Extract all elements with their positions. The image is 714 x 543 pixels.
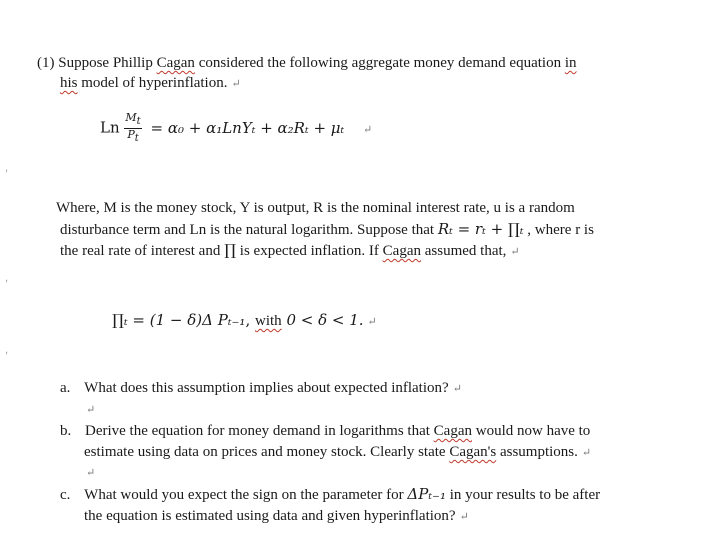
sub-question-text: in your results to be after xyxy=(445,487,601,503)
frac-denominator: P xyxy=(127,128,135,142)
equation-comma: , xyxy=(245,311,255,329)
sub-question-label: b. xyxy=(60,423,72,439)
ln-operator: Ln xyxy=(100,118,120,137)
paragraph-text: is expected inflation. If xyxy=(236,243,383,259)
frac-numerator-sub: t xyxy=(136,116,141,128)
equation-rhs: = α₀ + α₁LnYₜ + α₂Rₜ + μₜ xyxy=(150,118,345,137)
paragraph-mark-icon: ↵ xyxy=(452,383,462,395)
equation-lhs: ∏ₜ = (1 − δ)Δ Pₜ₋₁ xyxy=(112,311,246,329)
paragraph-mark-icon: ↵ xyxy=(581,447,592,459)
author-name: Cagan xyxy=(433,423,472,439)
paragraph-mark-icon: ↵ xyxy=(363,122,373,136)
author-name: Cagan xyxy=(382,243,421,259)
price-change-symbol: ΔPₜ₋₁ xyxy=(407,485,446,503)
paragraph-text: assumed that, xyxy=(421,243,507,259)
paragraph-text: disturbance term and Ln is the natural logarithm. Suppose that xyxy=(60,222,438,238)
margin-mark: , xyxy=(5,344,9,356)
margin-mark: , xyxy=(5,272,9,284)
money-price-fraction xyxy=(124,112,141,145)
question-text: considered the following aggregate money demand equation xyxy=(194,55,565,71)
sub-question-text: What would you expect the sign on the parameter for xyxy=(84,487,408,503)
money-demand-equation xyxy=(100,112,372,145)
paragraph-text: , where r is xyxy=(523,222,594,238)
margin-mark: , xyxy=(5,162,9,174)
where-line-2 xyxy=(60,220,594,239)
with-word: with xyxy=(255,313,282,329)
sub-question-b-line-2 xyxy=(84,444,591,461)
where-line-1: Where, M is the money stock, Y is output, R is the nominal interest rate, u is a random xyxy=(56,200,575,216)
sub-question-text: Derive the equation for money demand in logarithms that xyxy=(85,423,434,439)
sub-question-text: would now have to xyxy=(471,423,591,439)
paragraph-mark-icon: ↵ xyxy=(459,511,469,523)
sub-question-label: c. xyxy=(60,487,71,503)
paragraph-mark-icon: ↵ xyxy=(231,78,241,90)
question-text: his xyxy=(60,75,78,91)
sub-question-text: estimate using data on prices and money stock. Clearly state xyxy=(84,444,450,460)
question-text: in xyxy=(564,55,577,71)
paragraph-mark-icon: ↵ xyxy=(367,315,377,328)
paragraph-mark-icon: ↵ xyxy=(510,246,520,258)
frac-numerator: M xyxy=(125,111,137,124)
question-number: (1) xyxy=(37,55,55,71)
sub-question-c-line-2 xyxy=(84,508,469,525)
question-line-1 xyxy=(37,55,577,72)
expected-inflation-equation xyxy=(112,311,377,330)
author-name: Cagan's xyxy=(449,444,497,460)
paragraph-mark-icon: ↵ xyxy=(86,467,96,479)
sub-question-a xyxy=(60,380,462,397)
sub-question-text: assumptions. xyxy=(496,444,578,460)
delta-condition: 0 < δ < 1. xyxy=(281,311,364,329)
frac-denominator-sub: t xyxy=(134,133,139,145)
where-line-3 xyxy=(60,241,520,260)
expected-inflation-symbol: ∏ xyxy=(224,241,237,259)
sub-question-label: a. xyxy=(60,380,71,396)
interest-rate-equation: Rₜ = rₜ + ∏ₜ xyxy=(437,220,524,238)
sub-question-text: What does this assumption implies about expected inflation? xyxy=(84,380,449,396)
paragraph-mark-icon: ↵ xyxy=(86,404,96,416)
sub-question-c xyxy=(60,485,600,504)
question-text: model of hyperinflation. xyxy=(77,75,228,91)
paragraph-text: the real rate of interest and xyxy=(60,243,225,259)
author-name: Cagan xyxy=(156,55,195,71)
sub-question-text: the equation is estimated using data and given hyperinflation? xyxy=(84,508,456,524)
question-line-2 xyxy=(60,75,241,92)
sub-question-b xyxy=(60,423,590,440)
question-text: Suppose Phillip xyxy=(58,55,157,71)
